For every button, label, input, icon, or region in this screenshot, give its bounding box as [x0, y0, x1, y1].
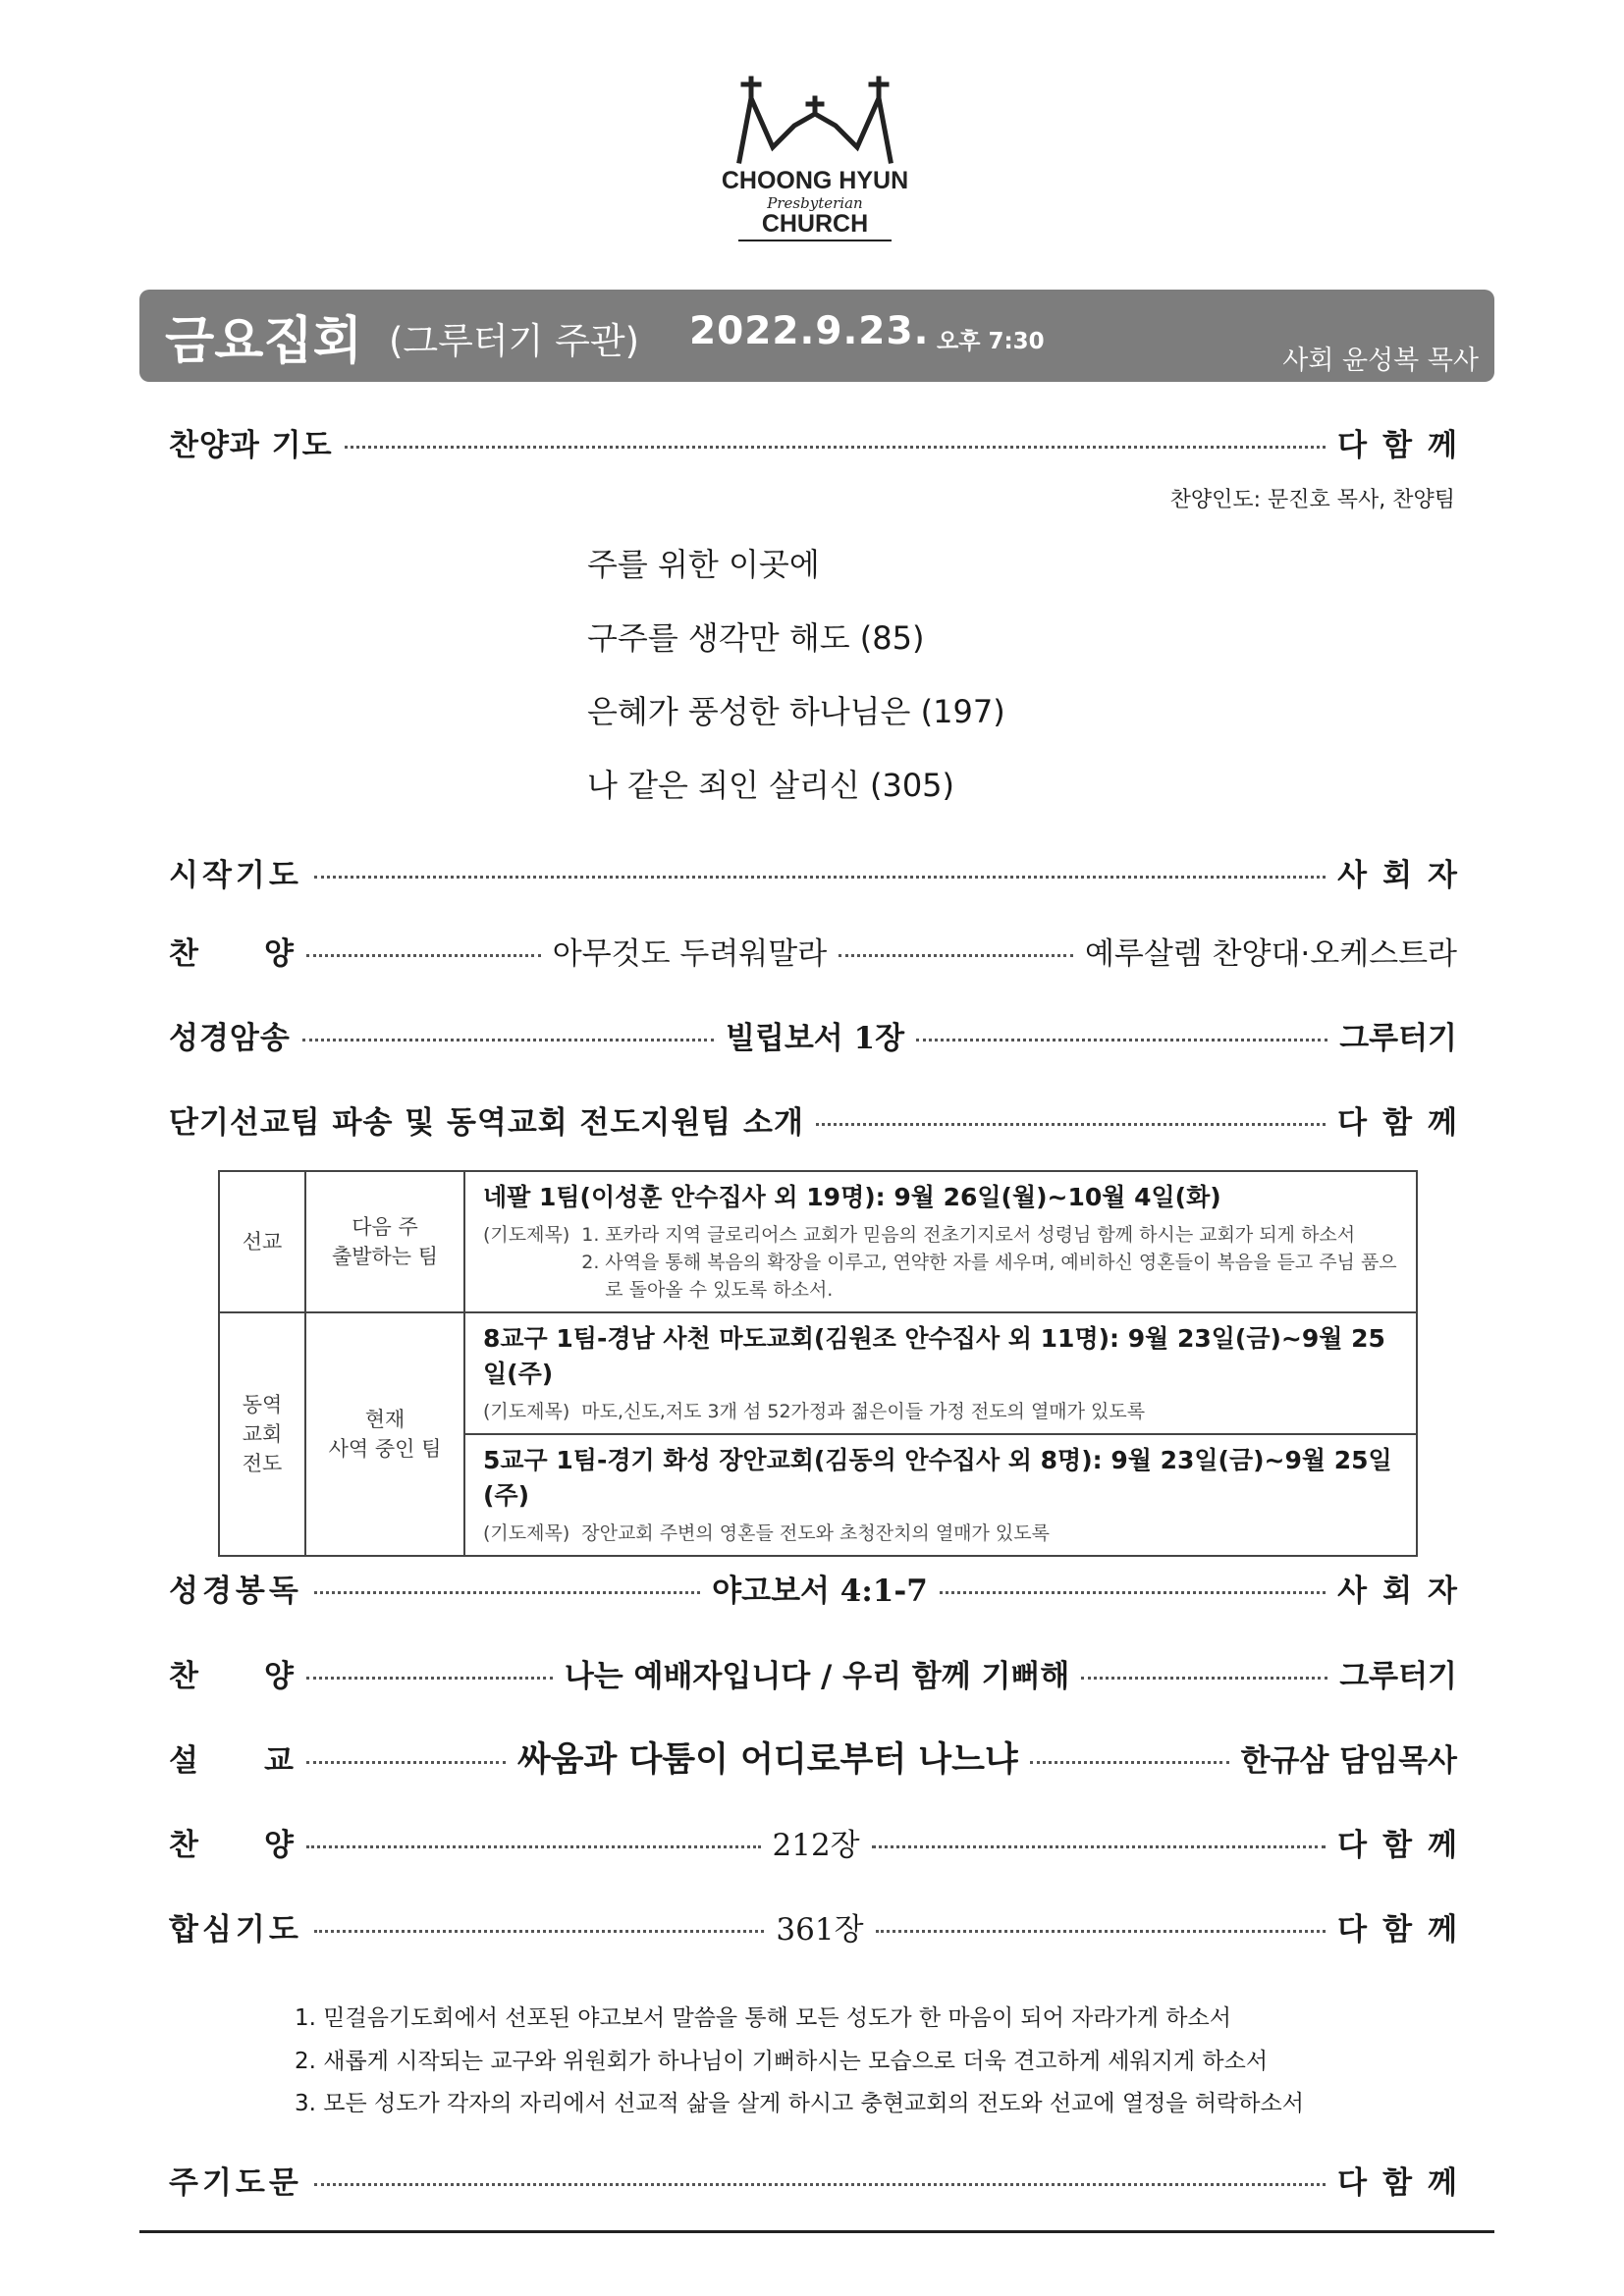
order-right: 다함께 [1337, 427, 1473, 463]
order-label: 찬 양 [169, 935, 295, 972]
subcategory-cell: 현재 사역 중인 팀 [305, 1312, 464, 1556]
mission-table [218, 1170, 1418, 1557]
prayer-item: (기도제목) 1. 포카라 지역 글로리어스 교회가 믿음의 전초기지로서 성령님 함께 하시는 교회가 되게 하소서 [483, 1224, 1356, 1246]
team-title: 네팔 1팀(이성훈 안수집사 외 19명): 9월 26일(월)~10월 4일(화) [483, 1183, 1221, 1211]
order-right: 다함께 [1337, 2164, 1473, 2201]
dot-leader [872, 1845, 1326, 1848]
order-hymn-1 [169, 927, 1457, 974]
prayer-item: 2. 사역을 통해 복음의 확장을 이루고, 연약한 자를 세우며, 예비하신 영혼들이 복음을 듣고 주님 품으로 돌아올 수 있도록 하소서. [581, 1252, 1397, 1301]
logo-rule [738, 240, 892, 241]
dot-leader [1081, 1677, 1327, 1680]
subcategory-cell: 다음 주 출발하는 팀 [305, 1171, 464, 1312]
dot-leader [306, 1761, 506, 1764]
order-mid: 야고보서 4:1-7 [712, 1573, 928, 1609]
order-mid: 빌립보서 1장 [725, 1020, 905, 1056]
service-time: 오후 7:30 [937, 329, 1045, 354]
dot-leader [306, 1677, 553, 1680]
order-right: 사회자 [1337, 857, 1473, 893]
order-mid: 212장 [772, 1827, 860, 1863]
dot-leader [314, 2183, 1326, 2186]
order-lords-prayer [169, 2156, 1473, 2203]
prayer-item: (기도제목) 장안교회 주변의 영혼들 전도와 초청잔치의 열매가 있도록 [483, 1522, 1050, 1544]
team-title: 8교구 1팀-경남 사천 마도교회(김원조 안수집사 외 11명): 9월 23일(금)~9월 25일(주) [483, 1324, 1385, 1388]
dot-leader [306, 954, 541, 957]
order-label: 단기선교팀 파송 및 동역교회 전도지원팀 소개 [169, 1104, 804, 1141]
order-recitation [169, 1011, 1457, 1058]
order-right: 한규삼 담임목사 [1240, 1742, 1458, 1779]
order-sermon [169, 1734, 1457, 1781]
dot-leader [940, 1591, 1326, 1594]
prayer-item: 2. 새롭게 시작되는 교구와 위원회가 하나님이 기뻐하시는 모습으로 더욱 견고하게 세워지게 하소서 [295, 2049, 1269, 2074]
service-date: 2022.9.23. [689, 309, 930, 353]
logo-line-1: CHOONG HYUN [721, 167, 909, 194]
title-banner [139, 290, 1494, 382]
crosses-icon [733, 71, 896, 165]
order-right: 다함께 [1337, 1827, 1473, 1863]
song-item: 은혜가 풍성한 하나님은 (197) [587, 693, 1005, 730]
prayer-item: (기도제목) 마도,신도,저도 3개 섬 52가정과 젊은이들 가정 전도의 열매가 있도록 [483, 1401, 1146, 1422]
order-opening-prayer [169, 848, 1473, 895]
order-label: 합심기도 [169, 1911, 302, 1948]
dot-leader [876, 1930, 1326, 1933]
order-mission [169, 1095, 1473, 1143]
order-right: 그루터기 [1339, 1658, 1457, 1694]
order-hymn-2 [169, 1649, 1457, 1696]
order-right: 다함께 [1337, 1911, 1474, 1948]
order-praise-prayer [169, 418, 1473, 465]
presider: 사회 윤성복 목사 [1282, 346, 1479, 376]
service-host: (그루터기 주관) [389, 320, 640, 362]
team-cell [464, 1434, 1417, 1556]
dot-leader [314, 876, 1326, 879]
dot-leader [306, 1845, 761, 1848]
order-mid: 아무것도 두려워말라 [552, 935, 828, 972]
song-item: 주를 위한 이곳에 [587, 546, 820, 583]
category-cell: 선교 [219, 1171, 305, 1312]
order-label: 주기도문 [169, 2164, 302, 2201]
order-hymn-3 [169, 1818, 1473, 1865]
prayer-item: 3. 모든 성도가 각자의 자리에서 선교적 삶을 살게 하시고 충현교회의 전도와 선교에 열정을 허락하소서 [295, 2091, 1304, 2116]
order-label: 찬 양 [169, 1658, 295, 1694]
sermon-title: 싸움과 다툼이 어디로부터 나느냐 [516, 1739, 1018, 1780]
dot-leader [314, 1591, 700, 1594]
worship-leader: 찬양인도: 문진호 목사, 찬양팀 [1169, 488, 1455, 512]
order-label: 찬양과 기도 [169, 427, 333, 463]
order-mid: 나는 예배자입니다 / 우리 함께 기뻐해 [564, 1658, 1070, 1694]
order-right: 다함께 [1337, 1104, 1473, 1141]
order-right: 예루살렘 찬양대·오케스트라 [1084, 935, 1457, 972]
team-cell [464, 1171, 1417, 1312]
song-item: 구주를 생각만 해도 (85) [587, 619, 925, 657]
order-right: 사회자 [1337, 1573, 1473, 1609]
category-cell: 동역 교회 전도 [219, 1312, 305, 1556]
dot-leader [916, 1039, 1327, 1041]
table-row [219, 1312, 1417, 1434]
logo-line-2: Presbyterian [767, 194, 863, 212]
order-label: 설 교 [169, 1742, 295, 1779]
order-mid: 361장 [776, 1911, 864, 1948]
order-unison-prayer [169, 1902, 1474, 1949]
table-row [219, 1171, 1417, 1312]
service-title: 금요집회 [165, 312, 362, 371]
team-cell [464, 1312, 1417, 1434]
order-label: 찬 양 [169, 1827, 295, 1863]
logo-line-3: CHURCH [761, 210, 869, 238]
prayer-item: 1. 믿걸음기도회에서 선포된 야고보서 말씀을 통해 모든 성도가 한 마음이 되어 자라가게 하소서 [295, 2005, 1231, 2031]
order-reading [169, 1564, 1473, 1611]
order-right: 그루터기 [1339, 1020, 1457, 1056]
dot-leader [816, 1123, 1326, 1126]
bottom-rule [139, 2230, 1494, 2233]
order-label: 성경봉독 [169, 1573, 302, 1609]
team-title: 5교구 1팀-경기 화성 장안교회(김동의 안수집사 외 8명): 9월 23일(금)~9월 25일(주) [483, 1446, 1392, 1510]
church-logo [717, 71, 913, 242]
dot-leader [314, 1930, 765, 1933]
dot-leader [839, 954, 1073, 957]
order-label: 성경암송 [169, 1020, 291, 1056]
dot-leader [345, 446, 1326, 449]
dot-leader [1030, 1761, 1229, 1764]
song-item: 나 같은 죄인 살리신 (305) [587, 767, 955, 804]
dot-leader [302, 1039, 714, 1041]
order-label: 시작기도 [169, 857, 302, 893]
